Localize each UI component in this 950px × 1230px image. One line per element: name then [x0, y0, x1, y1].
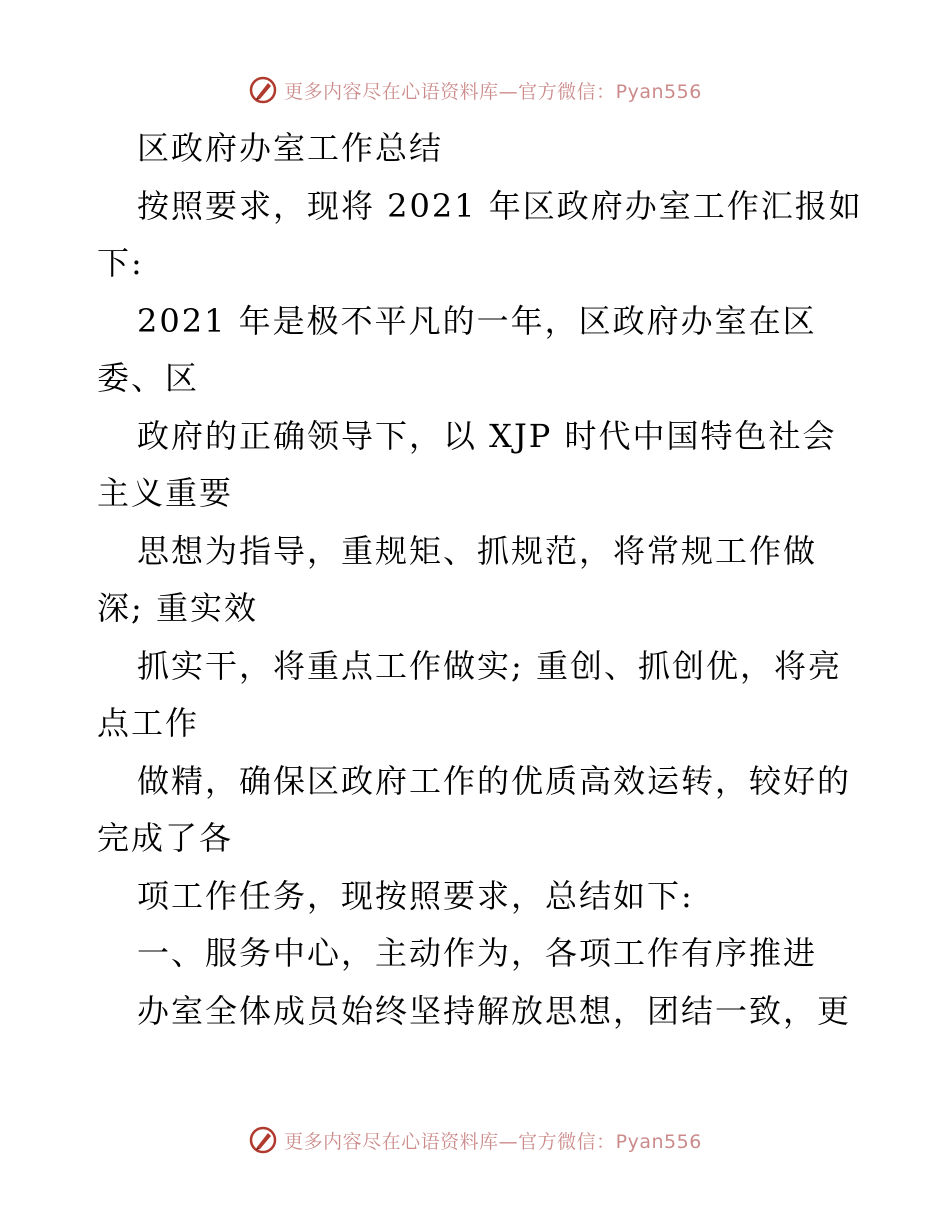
document-line: 下: [97, 244, 144, 282]
document-line: 区政府办室工作总结 [137, 129, 444, 167]
pen-circle-logo-icon [248, 1125, 278, 1155]
document-line: 深; 重实效 [97, 589, 258, 627]
document-line: 思想为指导，重规矩、抓规范，将常规工作做 [137, 531, 818, 570]
document-line: 按照要求，现将 2021 年区政府办室工作汇报如 [137, 186, 863, 225]
document-line: 项工作任务，现按照要求，总结如下: [137, 876, 694, 915]
document-line: 委、区 [97, 359, 200, 397]
document-line: 政府的正确领导下，以 XJP 时代中国特色社会 [137, 416, 837, 455]
footer-banner [0, 1122, 950, 1158]
document-line: 主义重要 [97, 474, 234, 512]
document-line: 点工作 [97, 704, 200, 742]
document-body [97, 120, 863, 1040]
document-line: 一、服务中心，主动作为，各项工作有序推进 [137, 934, 818, 972]
document-line: 做精，确保区政府工作的优质高效运转，较好的 [137, 761, 852, 800]
pen-circle-logo-icon [248, 75, 278, 105]
header-banner-text: 更多内容尽在心语资料库—官方微信：Pyan556 [284, 80, 702, 103]
document-line: 完成了各 [97, 819, 234, 857]
header-banner [0, 72, 950, 108]
document-line: 抓实干，将重点工作做实; 重创、抓创优，将亮 [137, 646, 842, 685]
document-line: 2021 年是极不平凡的一年，区政府办室在区 [137, 301, 817, 340]
document-line: 办室全体成员始终坚持解放思想，团结一致，更 [137, 991, 852, 1030]
footer-banner-text: 更多内容尽在心语资料库—官方微信：Pyan556 [284, 1130, 702, 1153]
